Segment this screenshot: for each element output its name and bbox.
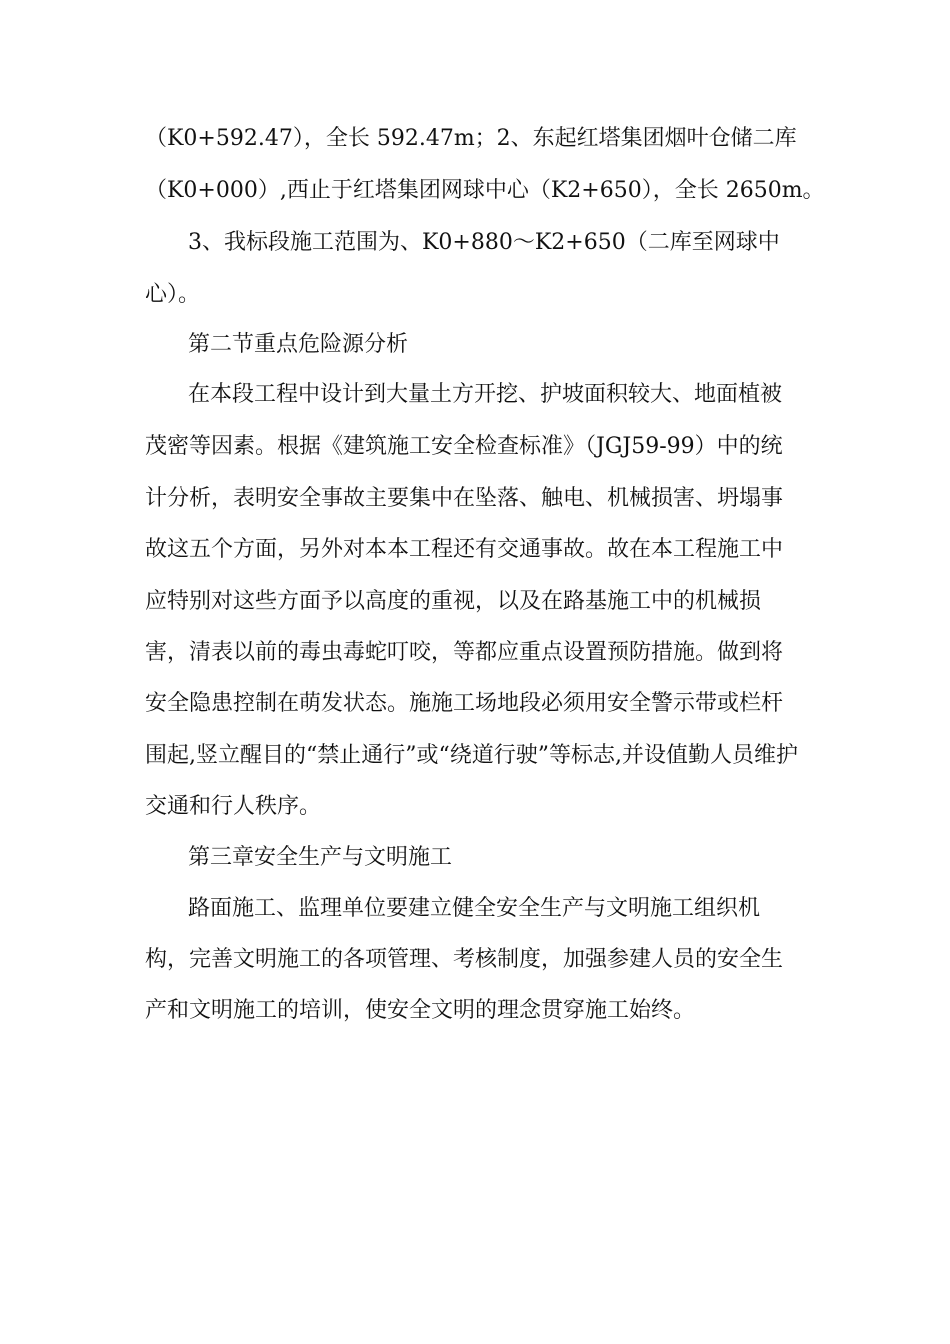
text-line: 产和文明施工的培训，使安全文明的理念贯穿施工始终。	[145, 998, 696, 1023]
text-line: 路面施工、监理单位要建立健全安全生产与文明施工组织机	[188, 896, 761, 921]
text-line: 在本段工程中设计到大量土方开挖、护坡面积较大、地面植被	[188, 382, 783, 407]
text-line: 计分析，表明安全事故主要集中在坠落、触电、机械损害、坍塌事	[145, 486, 784, 511]
text-line: 围起,竖立醒目的“禁止通行”或“绕道行驶”等标志,并设值勤人员维护	[145, 743, 798, 768]
text-line: 交通和行人秩序。	[145, 794, 322, 819]
chapter-heading: 第三章安全生产与文明施工	[188, 845, 453, 870]
text-line: 心）。	[145, 282, 201, 307]
text-line: 故这五个方面，另外对本本工程还有交通事故。故在本工程施工中	[145, 537, 784, 562]
text-line: 应特别对这些方面予以高度的重视，以及在路基施工中的机械损	[145, 589, 762, 614]
text-line: 茂密等因素。根据《建筑施工安全检查标准》（JGJ59-99）中的统	[145, 434, 783, 459]
text-line: 安全隐患控制在萌发状态。施施工场地段必须用安全警示带或栏杆	[145, 691, 784, 716]
text-line: （K0+592.47），全长 592.47m；2、东起红塔集团烟叶仓储二库	[145, 126, 797, 151]
text-line: 3、我标段施工范围为、K0+880～K2+650（二库至网球中	[188, 230, 780, 255]
text-line: 害，清表以前的毒虫毒蛇叮咬，等都应重点设置预防措施。做到将	[145, 640, 784, 665]
section-heading: 第二节重点危险源分析	[188, 332, 409, 357]
text-line: （K0+000）,西止于红塔集团网球中心（K2+650），全长 2650m。	[145, 178, 825, 203]
text-line: 构，完善文明施工的各项管理、考核制度，加强参建人员的安全生	[145, 947, 784, 972]
